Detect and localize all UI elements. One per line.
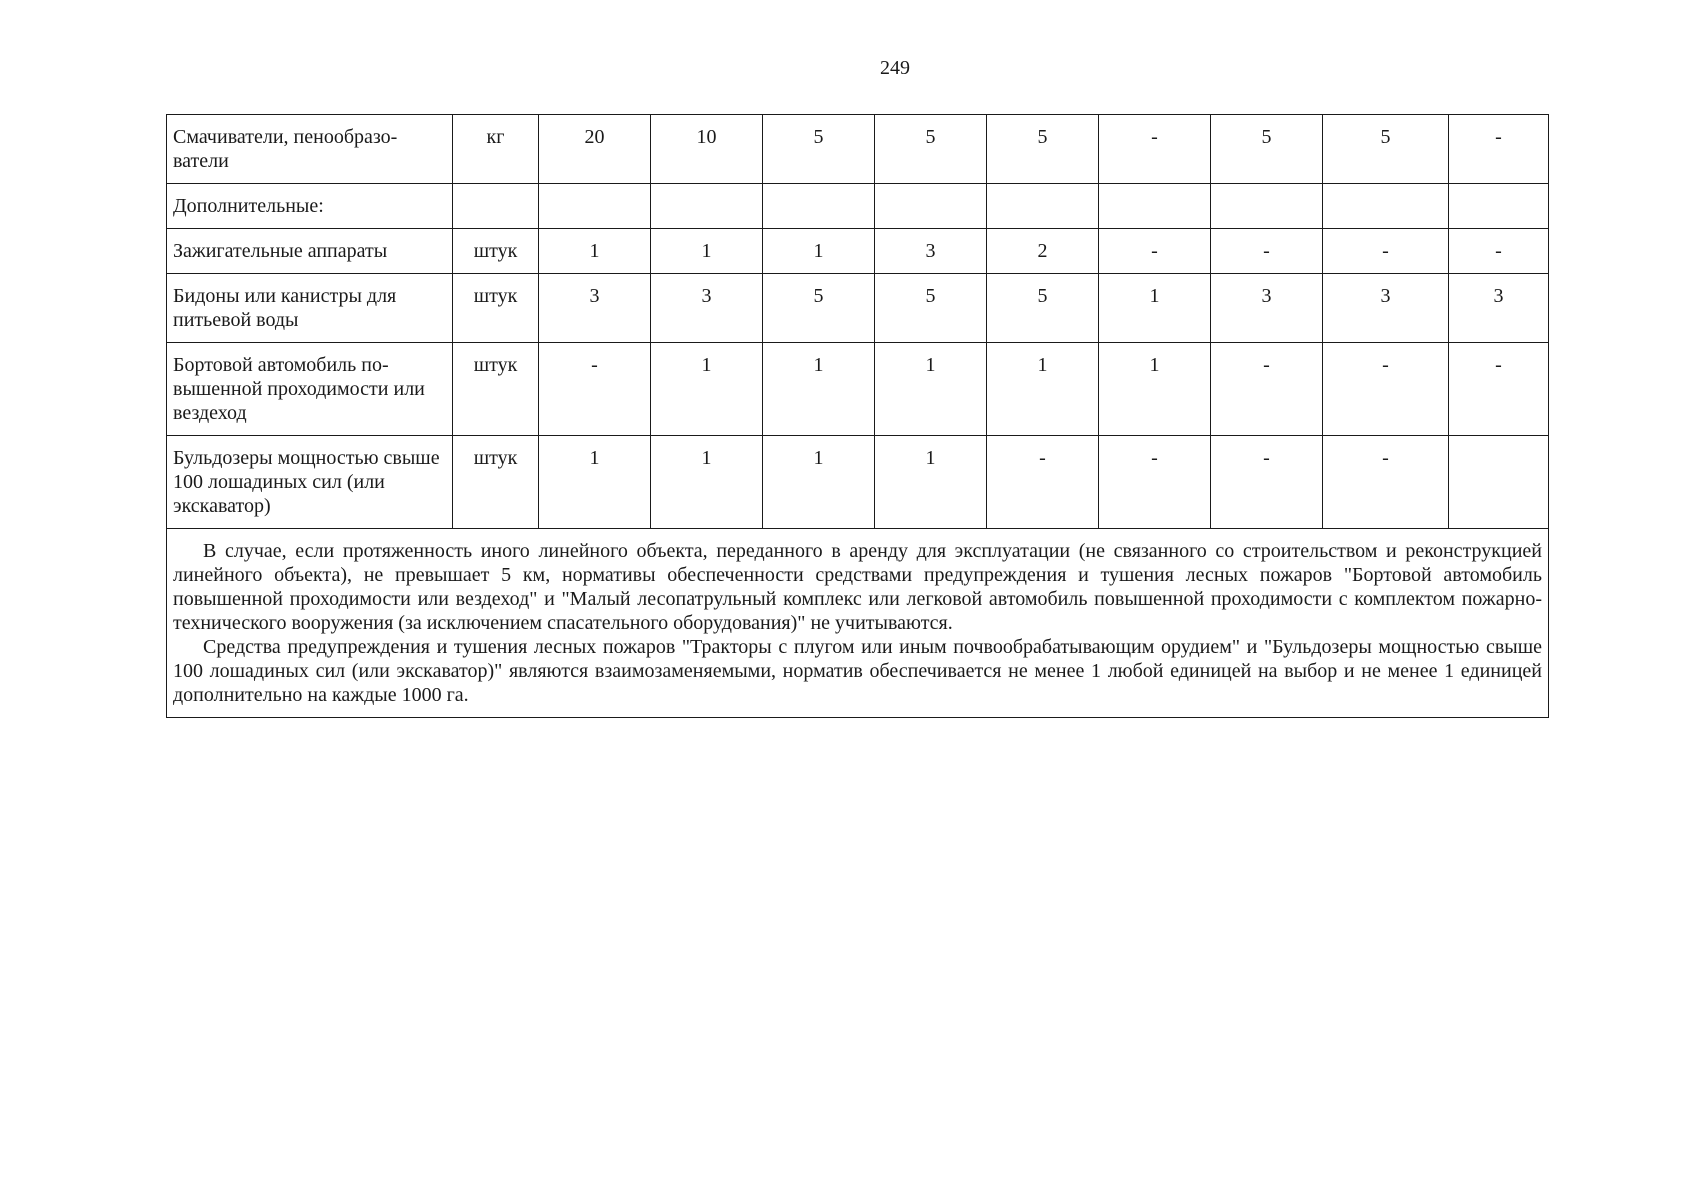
value-cell: -: [1323, 343, 1449, 436]
value-cell: 10: [651, 115, 763, 184]
value-cell: 3: [539, 274, 651, 343]
table-body: [167, 115, 1549, 529]
value-cell: -: [987, 436, 1099, 529]
value-cell: 2: [987, 229, 1099, 274]
table-row: [167, 229, 1549, 274]
value-cell: 1: [875, 343, 987, 436]
value-cell: 1: [539, 436, 651, 529]
value-cell: 5: [875, 115, 987, 184]
table-row: [167, 115, 1549, 184]
value-cell: -: [1323, 436, 1449, 529]
value-cell: -: [1449, 343, 1549, 436]
value-cell: 1: [987, 343, 1099, 436]
item-name-cell: Зажигательные аппараты: [167, 229, 453, 274]
value-cell: [763, 184, 875, 229]
page-number: 249: [880, 57, 910, 79]
value-cell: [875, 184, 987, 229]
value-cell: 3: [1449, 274, 1549, 343]
value-cell: 1: [1099, 274, 1211, 343]
value-cell: [1099, 184, 1211, 229]
value-cell: 1: [539, 229, 651, 274]
value-cell: 3: [875, 229, 987, 274]
value-cell: -: [539, 343, 651, 436]
item-name-cell: Смачиватели, пенообразо- ватели: [167, 115, 453, 184]
value-cell: [651, 184, 763, 229]
value-cell: 1: [1099, 343, 1211, 436]
value-cell: 1: [651, 343, 763, 436]
value-cell: 1: [763, 229, 875, 274]
unit-cell: штук: [453, 229, 539, 274]
value-cell: 1: [651, 436, 763, 529]
table-row: [167, 343, 1549, 436]
value-cell: 5: [1211, 115, 1323, 184]
value-cell: [1211, 184, 1323, 229]
item-name-cell: Бортовой автомобиль по- вышенной проходимости или вездеход: [167, 343, 453, 436]
value-cell: 3: [1211, 274, 1323, 343]
value-cell: 5: [1323, 115, 1449, 184]
note-paragraph-1: В случае, если протяженность иного линейного объекта, переданного в аренду для эксплуатации (не связанного со строительством и реконструкцией линейного объекта), не превышает 5 км, нормативы обеспеченности средствами предупреждения и тушения лесных пожаров "Бортовой автомобиль повышенной проходимости или вездеход" и "Малый лесопатрульный комплекс или легковой автомобиль повышенной проходимости с комплектом пожарно-технического вооружения (за исключением спасательного оборудования)" не учитываются.: [173, 540, 1542, 634]
value-cell: [1323, 184, 1449, 229]
table-row: [167, 274, 1549, 343]
value-cell: -: [1323, 229, 1449, 274]
value-cell: 3: [1323, 274, 1449, 343]
table-row: [167, 436, 1549, 529]
value-cell: -: [1211, 229, 1323, 274]
value-cell: [987, 184, 1099, 229]
value-cell: 5: [987, 115, 1099, 184]
unit-cell: [453, 184, 539, 229]
value-cell: 5: [763, 115, 875, 184]
value-cell: -: [1099, 229, 1211, 274]
value-cell: -: [1099, 436, 1211, 529]
value-cell: 20: [539, 115, 651, 184]
note-paragraph-2: Средства предупреждения и тушения лесных пожаров "Тракторы с плугом или иным почвообрабатывающим орудием" и "Бульдозеры мощностью свыше 100 лошадиных сил (или экскаватор)" являются взаимозаменяемыми, норматив обеспечивается не менее 1 любой единицей на выбор и не менее 1 единицей дополнительно на каждые 1000 га.: [173, 636, 1542, 706]
notes-cell: [167, 529, 1549, 718]
notes-row: [167, 529, 1549, 718]
value-cell: [539, 184, 651, 229]
value-cell: -: [1449, 229, 1549, 274]
value-cell: 5: [987, 274, 1099, 343]
value-cell: -: [1449, 115, 1549, 184]
value-cell: 5: [875, 274, 987, 343]
value-cell: 1: [763, 343, 875, 436]
value-cell: 1: [651, 229, 763, 274]
value-cell: -: [1211, 436, 1323, 529]
table-row: [167, 184, 1549, 229]
value-cell: -: [1211, 343, 1323, 436]
value-cell: -: [1099, 115, 1211, 184]
value-cell: 3: [651, 274, 763, 343]
equipment-norms-table: [166, 114, 1549, 718]
unit-cell: кг: [453, 115, 539, 184]
unit-cell: штук: [453, 343, 539, 436]
unit-cell: штук: [453, 274, 539, 343]
unit-cell: штук: [453, 436, 539, 529]
item-name-cell: Бидоны или канистры для питьевой воды: [167, 274, 453, 343]
value-cell: [1449, 184, 1549, 229]
value-cell: 1: [763, 436, 875, 529]
value-cell: 5: [763, 274, 875, 343]
item-name-cell: Дополнительные:: [167, 184, 453, 229]
value-cell: [1449, 436, 1549, 529]
item-name-cell: Бульдозеры мощностью свыше 100 лошадиных сил (или экскаватор): [167, 436, 453, 529]
value-cell: 1: [875, 436, 987, 529]
